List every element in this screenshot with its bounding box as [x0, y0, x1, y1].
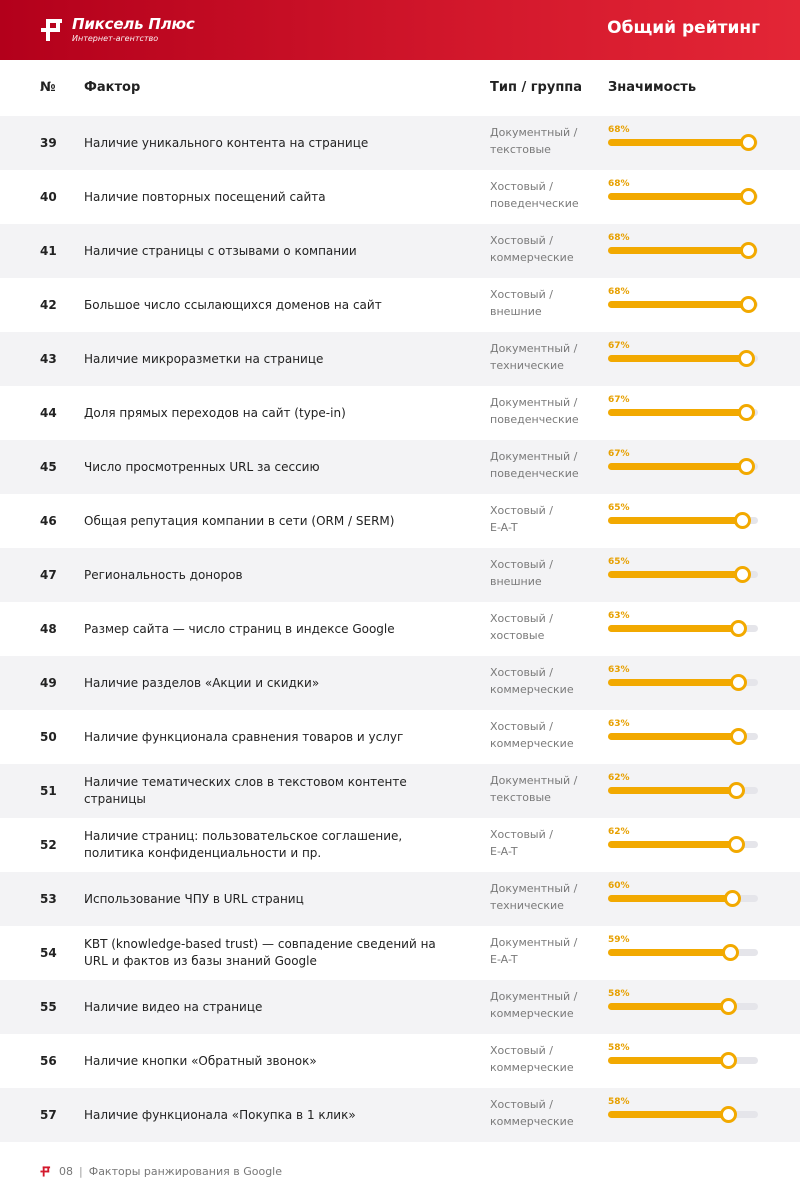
table-row — [0, 494, 800, 548]
row-group: хостовые — [490, 629, 545, 642]
row-group: коммерческие — [490, 1061, 574, 1074]
significance-percent: 68% — [608, 125, 630, 135]
row-type: Документный / — [490, 882, 578, 895]
row-factor: Наличие функционала сравнения товаров и услуг — [84, 729, 404, 744]
brand-logo[interactable] — [40, 14, 195, 46]
row-type-group — [490, 394, 590, 428]
row-type: Документный / — [490, 342, 578, 355]
row-group: коммерческие — [490, 251, 574, 264]
significance-knob — [728, 836, 745, 853]
significance-percent: 67% — [608, 449, 630, 459]
row-number: 52 — [40, 838, 57, 852]
row-number: 46 — [40, 514, 57, 528]
row-type-group — [490, 880, 590, 914]
row-number: 50 — [40, 730, 57, 744]
page-number: 08 — [59, 1164, 73, 1178]
row-factor: Наличие страницы с отзывами о компании — [84, 243, 357, 258]
significance-percent: 58% — [608, 1043, 630, 1053]
table-row — [0, 818, 800, 872]
table-row — [0, 656, 800, 710]
table-row — [0, 278, 800, 332]
significance-track — [608, 355, 758, 362]
table-row — [0, 224, 800, 278]
row-number: 42 — [40, 298, 57, 312]
column-header-number: № — [40, 80, 56, 95]
row-type: Документный / — [490, 126, 578, 139]
significance-track — [608, 193, 758, 200]
significance-track — [608, 895, 758, 902]
page-header — [0, 0, 800, 60]
row-type-group — [490, 1096, 590, 1130]
row-number: 41 — [40, 244, 57, 258]
significance-bar — [608, 116, 758, 170]
significance-knob — [738, 404, 755, 421]
significance-track — [608, 247, 758, 254]
row-group: текстовые — [490, 791, 551, 804]
significance-bar — [608, 386, 758, 440]
significance-fill — [608, 193, 748, 200]
pixel-plus-logo-icon — [40, 17, 64, 43]
significance-fill — [608, 301, 748, 308]
significance-knob — [724, 890, 741, 907]
significance-knob — [734, 566, 751, 583]
significance-bar — [608, 170, 758, 224]
row-type-group — [490, 718, 590, 752]
brand-subtitle: Интернет-агентство — [72, 34, 159, 43]
significance-knob — [740, 242, 757, 259]
significance-percent: 59% — [608, 935, 630, 945]
significance-bar — [608, 1034, 758, 1088]
row-type: Хостовый / — [490, 234, 553, 247]
significance-fill — [608, 787, 736, 794]
row-factor: Наличие повторных посещений сайта — [84, 189, 326, 204]
row-type: Хостовый / — [490, 666, 553, 679]
significance-fill — [608, 1111, 728, 1118]
row-number: 43 — [40, 352, 57, 366]
row-type-group — [490, 286, 590, 320]
row-number: 56 — [40, 1054, 57, 1068]
row-type-group — [490, 988, 590, 1022]
row-group: внешние — [490, 305, 542, 318]
row-factor: Доля прямых переходов на сайт (type-in) — [84, 405, 346, 420]
significance-knob — [728, 782, 745, 799]
row-group: коммерческие — [490, 683, 574, 696]
significance-fill — [608, 517, 742, 524]
footer-text: Факторы ранжирования в Google — [88, 1164, 283, 1178]
row-factor: Общая репутация компании в сети (ORM / SERM) — [84, 513, 395, 528]
significance-fill — [608, 733, 738, 740]
significance-percent: 60% — [608, 881, 630, 891]
row-number: 44 — [40, 406, 57, 420]
significance-percent: 65% — [608, 503, 630, 513]
significance-bar — [608, 440, 758, 494]
row-group: технические — [490, 359, 564, 372]
row-type: Хостовый / — [490, 180, 553, 193]
significance-track — [608, 841, 758, 848]
row-type-group — [490, 232, 590, 266]
significance-track — [608, 139, 758, 146]
significance-bar — [608, 278, 758, 332]
column-header-significance: Значимость — [608, 80, 697, 95]
significance-percent: 58% — [608, 1097, 630, 1107]
row-group: коммерческие — [490, 1115, 574, 1128]
row-group: внешние — [490, 575, 542, 588]
significance-percent: 65% — [608, 557, 630, 567]
row-number: 54 — [40, 946, 57, 960]
significance-fill — [608, 679, 738, 686]
significance-fill — [608, 247, 748, 254]
significance-fill — [608, 355, 746, 362]
row-factor: Региональность доноров — [84, 567, 243, 582]
row-number: 45 — [40, 460, 57, 474]
significance-track — [608, 1111, 758, 1118]
significance-knob — [734, 512, 751, 529]
page-title: Общий рейтинг — [607, 18, 760, 38]
row-type: Хостовый / — [490, 288, 553, 301]
significance-track — [608, 301, 758, 308]
row-factor: Наличие уникального контента на странице — [84, 135, 369, 150]
row-factor: Наличие микроразметки на странице — [84, 351, 324, 366]
significance-knob — [738, 350, 755, 367]
table-row — [0, 332, 800, 386]
row-type: Хостовый / — [490, 504, 553, 517]
row-number: 55 — [40, 1000, 57, 1014]
significance-bar — [608, 710, 758, 764]
significance-knob — [730, 620, 747, 637]
significance-percent: 62% — [608, 827, 630, 837]
table-row — [0, 116, 800, 170]
page-footer — [40, 1163, 282, 1179]
significance-bar — [608, 224, 758, 278]
significance-bar — [608, 602, 758, 656]
row-number: 57 — [40, 1108, 57, 1122]
significance-percent: 68% — [608, 233, 630, 243]
row-type-group — [490, 448, 590, 482]
significance-track — [608, 949, 758, 956]
row-type: Документный / — [490, 450, 578, 463]
row-type-group — [490, 772, 590, 806]
significance-fill — [608, 625, 738, 632]
significance-track — [608, 625, 758, 632]
row-number: 49 — [40, 676, 57, 690]
row-type-group — [490, 178, 590, 212]
column-header-factor: Фактор — [84, 80, 141, 95]
row-type: Документный / — [490, 774, 578, 787]
significance-knob — [740, 296, 757, 313]
significance-knob — [730, 728, 747, 745]
significance-knob — [740, 134, 757, 151]
row-type-group — [490, 1042, 590, 1076]
significance-knob — [740, 188, 757, 205]
row-number: 48 — [40, 622, 57, 636]
table-row — [0, 386, 800, 440]
row-group: коммерческие — [490, 1007, 574, 1020]
row-type: Хостовый / — [490, 720, 553, 733]
row-number: 40 — [40, 190, 57, 204]
row-type: Документный / — [490, 936, 578, 949]
row-factor: Число просмотренных URL за сессию — [84, 459, 320, 474]
significance-track — [608, 517, 758, 524]
row-number: 47 — [40, 568, 57, 582]
pixel-plus-logo-icon — [40, 1165, 51, 1178]
significance-bar — [608, 656, 758, 710]
table-row — [0, 1088, 800, 1142]
ranking-table — [0, 116, 800, 1142]
significance-fill — [608, 571, 742, 578]
row-group: технические — [490, 899, 564, 912]
row-type: Хостовый / — [490, 828, 553, 841]
table-row — [0, 710, 800, 764]
row-factor: Наличие страниц: пользовательское соглашение, политика конфиденциальности и пр. — [84, 829, 403, 860]
row-number: 39 — [40, 136, 57, 150]
significance-percent: 58% — [608, 989, 630, 999]
significance-knob — [722, 944, 739, 961]
row-type: Документный / — [490, 396, 578, 409]
significance-knob — [720, 1052, 737, 1069]
row-group: E-A-T — [490, 845, 518, 858]
row-type: Хостовый / — [490, 612, 553, 625]
significance-percent: 68% — [608, 287, 630, 297]
row-group: поведенческие — [490, 413, 579, 426]
column-header-type: Тип / группа — [490, 80, 583, 95]
row-factor: KBT (knowledge-based trust) — совпадение сведений на URL и фактов из базы знаний Google — [84, 937, 436, 968]
significance-fill — [608, 1057, 728, 1064]
row-group: коммерческие — [490, 737, 574, 750]
significance-percent: 68% — [608, 179, 630, 189]
significance-knob — [720, 998, 737, 1015]
significance-track — [608, 463, 758, 470]
significance-bar — [608, 872, 758, 926]
row-type-group — [490, 556, 590, 590]
row-factor: Наличие видео на странице — [84, 999, 263, 1014]
table-row — [0, 764, 800, 818]
table-row — [0, 602, 800, 656]
table-row — [0, 980, 800, 1034]
significance-bar — [608, 818, 758, 872]
significance-bar — [608, 764, 758, 818]
row-type: Документный / — [490, 990, 578, 1003]
significance-bar — [608, 494, 758, 548]
significance-knob — [720, 1106, 737, 1123]
brand-name: Пиксель Плюс — [72, 15, 195, 33]
row-type-group — [490, 664, 590, 698]
row-number: 53 — [40, 892, 57, 906]
significance-knob — [738, 458, 755, 475]
significance-track — [608, 571, 758, 578]
row-factor: Использование ЧПУ в URL страниц — [84, 891, 304, 906]
row-factor: Наличие функционала «Покупка в 1 клик» — [84, 1107, 356, 1122]
footer-separator: | — [79, 1164, 83, 1178]
table-row — [0, 872, 800, 926]
row-group: E-A-T — [490, 521, 518, 534]
significance-bar — [608, 332, 758, 386]
row-factor: Наличие разделов «Акции и скидки» — [84, 675, 320, 690]
significance-fill — [608, 139, 748, 146]
significance-fill — [608, 841, 736, 848]
row-type-group — [490, 340, 590, 374]
table-row — [0, 170, 800, 224]
significance-fill — [608, 409, 746, 416]
significance-track — [608, 733, 758, 740]
significance-bar — [608, 548, 758, 602]
row-type-group — [490, 934, 590, 968]
row-factor: Большое число ссылающихся доменов на сайт — [84, 297, 382, 312]
row-number: 51 — [40, 784, 57, 798]
significance-percent: 63% — [608, 665, 630, 675]
significance-fill — [608, 949, 730, 956]
significance-percent: 67% — [608, 395, 630, 405]
row-type: Хостовый / — [490, 1098, 553, 1111]
significance-track — [608, 1003, 758, 1010]
significance-bar — [608, 980, 758, 1034]
row-type: Хостовый / — [490, 558, 553, 571]
significance-track — [608, 679, 758, 686]
row-type-group — [490, 502, 590, 536]
row-group: E-A-T — [490, 953, 518, 966]
row-group: текстовые — [490, 143, 551, 156]
significance-percent: 63% — [608, 719, 630, 729]
row-type-group — [490, 124, 590, 158]
significance-track — [608, 1057, 758, 1064]
row-factor: Размер сайта — число страниц в индексе Google — [84, 621, 395, 636]
row-group: поведенческие — [490, 467, 579, 480]
row-group: поведенческие — [490, 197, 579, 210]
significance-bar — [608, 1088, 758, 1142]
row-factor: Наличие кнопки «Обратный звонок» — [84, 1053, 317, 1068]
significance-percent: 63% — [608, 611, 630, 621]
row-factor: Наличие тематических слов в текстовом контенте страницы — [84, 775, 407, 806]
table-row — [0, 1034, 800, 1088]
row-type-group — [490, 826, 590, 860]
significance-percent: 62% — [608, 773, 630, 783]
significance-percent: 67% — [608, 341, 630, 351]
significance-fill — [608, 895, 732, 902]
table-row — [0, 440, 800, 494]
significance-knob — [730, 674, 747, 691]
significance-track — [608, 787, 758, 794]
table-row — [0, 926, 800, 980]
table-row — [0, 548, 800, 602]
row-type: Хостовый / — [490, 1044, 553, 1057]
significance-bar — [608, 926, 758, 980]
significance-fill — [608, 1003, 728, 1010]
significance-fill — [608, 463, 746, 470]
significance-track — [608, 409, 758, 416]
row-type-group — [490, 610, 590, 644]
